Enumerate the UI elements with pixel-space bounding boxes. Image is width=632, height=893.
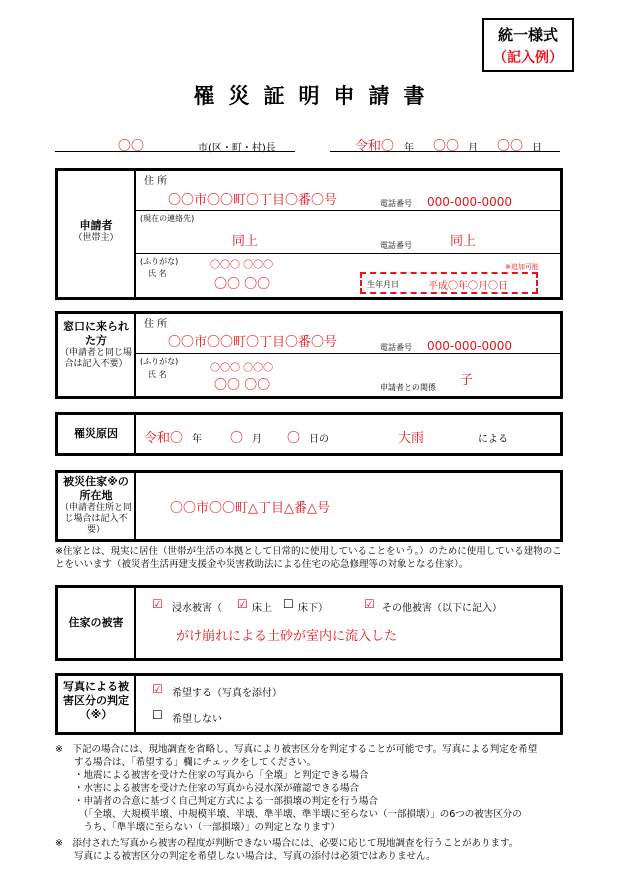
applicant-label-text: 申請者 [79, 219, 113, 232]
photo-opt2-label: 希望しない [172, 714, 222, 725]
birth-value[interactable]: 平成〇年〇月〇日 [428, 281, 508, 292]
cause-day[interactable]: 〇 [287, 431, 301, 446]
house-value[interactable]: 〇〇市〇〇町△丁目△番△号 [170, 501, 330, 516]
header-month[interactable]: 〇〇 [433, 139, 460, 154]
applicant-contact-phone[interactable]: 同上 [450, 234, 477, 249]
other-damage-label: その他被害（以下に記入） [382, 603, 502, 614]
cause-year-label: 年 [192, 434, 202, 445]
applicant-contact[interactable]: 同上 [232, 234, 259, 249]
applicant-kana[interactable]: 〇〇〇 〇〇〇 [210, 260, 274, 271]
footnote-1-line: する場合は、「希望する」欄にチェックをしてください。 [55, 757, 316, 768]
relation-label: 申請者との関係 [380, 383, 436, 392]
visitor-kana[interactable]: 〇〇〇 〇〇〇 [210, 363, 274, 374]
header-month-label: 月 [468, 143, 478, 154]
applicant-sublabel: （世帯主） [73, 233, 119, 243]
footnote-1-line: うち、「準半壊に至らない（一部損壊）」の判定となります） [55, 822, 341, 833]
addable-note: ※追加可能 [505, 263, 539, 271]
cause-era[interactable]: 令和〇 [144, 431, 184, 446]
header-day-label: 日 [532, 143, 542, 154]
flood-checkbox[interactable]: ☑ [152, 597, 163, 611]
photo-label: 写真による被害区分の判定（※） [63, 680, 129, 721]
damage-label: 住家の被害 [68, 616, 124, 629]
visitor-address[interactable]: 〇〇市〇〇町〇丁目〇番〇号 [168, 335, 338, 350]
other-damage-checkbox[interactable]: ☑ [364, 597, 375, 611]
applicant-kana-label: (ふりがな) [140, 257, 179, 266]
header-city[interactable]: 〇〇 [118, 139, 145, 154]
cause-month-label: 月 [252, 434, 262, 445]
photo-opt2-checkbox[interactable]: ☐ [152, 708, 163, 722]
cause-month[interactable]: 〇 [230, 431, 244, 446]
visitor-phone[interactable]: 000-000-0000 [427, 339, 513, 353]
cause-suffix: による [478, 434, 508, 445]
applicant-label [58, 219, 134, 244]
header-era[interactable]: 令和〇 [355, 139, 395, 154]
damage-detail[interactable]: がけ崩れによる土砂が室内に流入した [176, 629, 398, 644]
photo-opt1-label: 希望する（写真を添付） [172, 688, 282, 699]
visitor-sublabel: （申請者と同じ場合は記入不要） [59, 348, 132, 369]
applicant-phone[interactable]: 000-000-0000 [427, 195, 513, 209]
house-sublabel: （申請者住所と同じ場合は記入不要） [59, 503, 132, 535]
birth-label: 生年月日 [367, 280, 399, 289]
visitor-name[interactable]: 〇〇 〇〇 [214, 378, 271, 393]
visitor-label-text: 窓口に来られた方 [63, 320, 129, 347]
floor-above-checkbox[interactable]: ☑ [237, 597, 248, 611]
floor-above-label: 床上 [252, 603, 272, 614]
footnote-1-line: ・地震による被害を受けた住家の写真から「全壊」と判定できる場合 [55, 770, 369, 781]
footnote-2-line: 写真による被害区分の判定を希望しない場合は、写真の添付は必須ではありません。 [55, 851, 436, 862]
footnote-1-line: ※ 下記の場合には、現地調査を省略し、写真により被害区分を判定することが可能です。写真による判定を希望 [55, 744, 538, 755]
house-label [58, 475, 134, 536]
header-year-label: 年 [404, 143, 414, 154]
applicant-contact-label: (現在の連絡先) [140, 214, 195, 223]
house-label-text: 被災住家※の所在地 [63, 475, 129, 502]
applicant-address[interactable]: 〇〇市〇〇町〇丁目〇番〇号 [168, 193, 338, 208]
footnote-1-line: ・水害による被害を受けた住家の写真から浸水深が確認できる場合 [55, 783, 360, 794]
applicant-phone-label: 電話番号 [380, 199, 412, 208]
applicant-name[interactable]: 〇〇 〇〇 [214, 277, 271, 292]
footnote-1-line: ・申請者の合意に基づく自己判定方式による一部損壊の判定を行う場合 [55, 796, 379, 807]
visitor-name-label: 氏 名 [148, 370, 167, 379]
cause-value[interactable]: 大雨 [398, 431, 425, 446]
header-city-suffix: 市(区・町・村)長 [198, 143, 276, 154]
flood-label: 浸水被害（ [172, 603, 222, 614]
applicant-contact-phone-label: 電話番号 [380, 241, 412, 250]
house-note: ※住家とは、現実に居住（世帯が生活の本拠として日常的に使用していることをいう。）のために使用している建物のことをいいます（被災者生活再建支援金や災害救助法による住宅の応急修理等の対象となる住家）。 [55, 546, 562, 570]
floor-below-checkbox[interactable]: ☐ [283, 597, 294, 611]
visitor-kana-label: (ふりがな) [140, 357, 179, 366]
visitor-address-label: 住 所 [144, 319, 168, 330]
footnote-1 [55, 743, 575, 834]
applicant-address-label: 住 所 [144, 176, 168, 187]
visitor-label [58, 320, 134, 370]
floor-below-label: 床下） [298, 603, 328, 614]
header-day[interactable]: 〇〇 [497, 139, 524, 154]
cause-label: 罹災原因 [74, 427, 118, 440]
footnote-2 [55, 837, 575, 863]
cause-day-label: 日の [309, 434, 329, 445]
footnote-1-line: （「全壊、大規模半壊、中規模半壊、半壊、準半壊、準半壊に至らない（一部損壊）」の6つの被害区分の [55, 809, 522, 820]
footnote-2-line: ※ 添付された写真から被害の程度が判断できない場合には、必要に応じて現地調査を行うことがあります。 [55, 838, 519, 849]
applicant-name-label: 氏 名 [148, 269, 167, 278]
visitor-phone-label: 電話番号 [380, 343, 412, 352]
sample-stamp [482, 18, 574, 72]
page-title: 罹災証明申請書 [193, 84, 439, 108]
stamp-line1: 統一様式 [497, 26, 558, 44]
relation-value[interactable]: 子 [460, 373, 474, 388]
stamp-line2: （記入例） [493, 50, 563, 66]
photo-opt1-checkbox[interactable]: ☑ [152, 682, 163, 696]
